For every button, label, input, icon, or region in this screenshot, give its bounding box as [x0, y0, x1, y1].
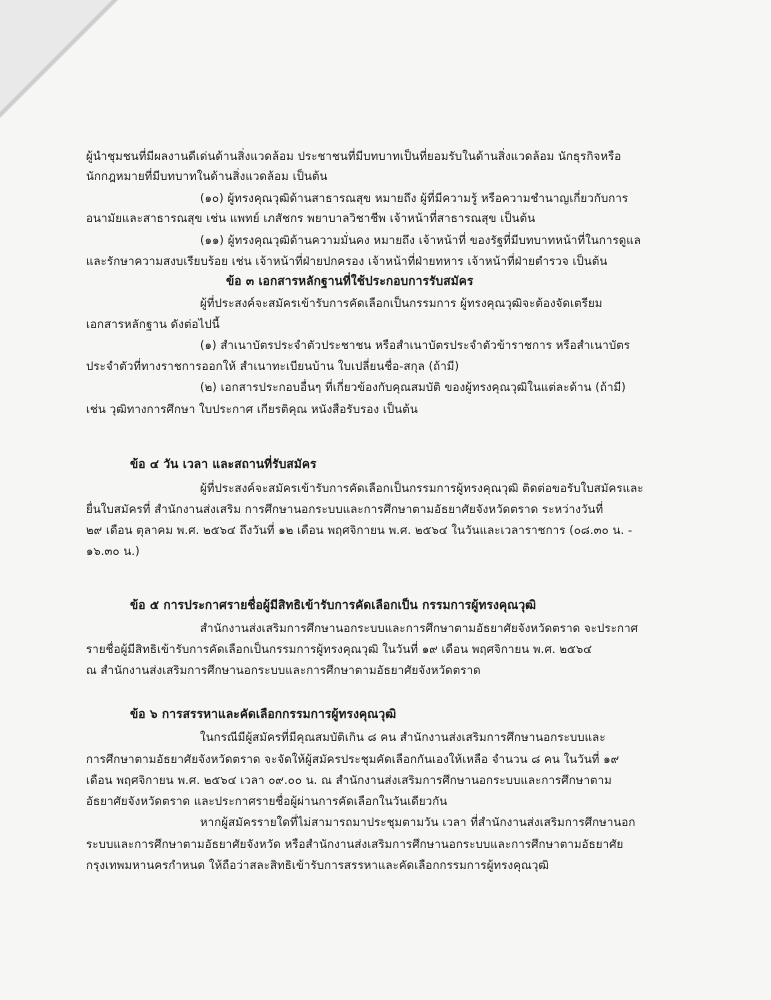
body-line: เอกสารหลักฐาน ดังต่อไปนี้ — [86, 317, 220, 331]
body-line: ระบบและการศึกษาตามอัธยาศัยจังหวัด หรือสำนักงานส่งเสริมการศึกษานอกระบบและการศึกษาตามอัธยาศัย — [86, 837, 624, 851]
body-line: ณ สำนักงานส่งเสริมการศึกษานอกระบบและการศึกษาตามอัธยาศัยจังหวัดตราด — [86, 663, 481, 677]
body-line: ๒๙ เดือน ตุลาคม พ.ศ. ๒๕๖๔ ถึงวันที่ ๑๒ เดือน พฤศจิกายน พ.ศ. ๒๕๖๔ ในวันและเวลาราชการ (๐๘.๓๐ น. - — [86, 523, 633, 537]
body-line: และรักษาความสงบเรียบร้อย เช่น เจ้าหน้าที่ฝ่ายปกครอง เจ้าหน้าที่ฝ่ายทหาร เจ้าหน้าที่ฝ่ายตำรวจ เป็นต้น — [86, 254, 608, 268]
section-heading-5: ข้อ ๕ การประกาศรายชื่อผู้มีสิทธิเข้ารับการคัดเลือกเป็น กรรมการผู้ทรงคุณวุฒิ — [130, 598, 537, 612]
body-line: ผู้ที่ประสงค์จะสมัครเข้ารับการคัดเลือกเป็นกรรมการผู้ทรงคุณวุฒิ ติดต่อขอรับใบสมัครและ — [200, 481, 644, 495]
body-line: ผู้นำชุมชนที่มีผลงานดีเด่นด้านสิ่งแวดล้อม ประชาชนที่มีบทบาทเป็นที่ยอมรับในด้านสิ่งแวดล้อม นักธุรกิจหรือ — [86, 149, 622, 163]
body-line: เช่น วุฒิทางการศึกษา ใบประกาศ เกียรติคุณ หนังสือรับรอง เป็นต้น — [86, 402, 418, 416]
section-heading-3: ข้อ ๓ เอกสารหลักฐานที่ใช้ประกอบการรับสมัคร — [226, 274, 474, 288]
body-line: หากผู้สมัครรายใดที่ไม่สามารถมาประชุมตามวัน เวลา ที่สำนักงานส่งเสริมการศึกษานอก — [200, 815, 636, 829]
body-line: ในกรณีมีผู้สมัครที่มีคุณสมบัติเกิน ๘ คน สำนักงานส่งเสริมการศึกษานอกระบบและ — [200, 730, 606, 744]
body-line: ผู้ที่ประสงค์จะสมัครเข้ารับการคัดเลือกเป็นกรรมการ ผู้ทรงคุณวุฒิจะต้องจัดเตรียม — [200, 296, 603, 310]
body-line: ประจำตัวที่ทางราชการออกให้ สำเนาทะเบียนบ้าน ใบเปลี่ยนชื่อ-สกุล (ถ้ามี) — [86, 359, 460, 373]
body-line: (๑๑) ผู้ทรงคุณวุฒิด้านความมั่นคง หมายถึง เจ้าหน้าที่ ของรัฐที่มีบทบาทหน้าที่ในการดูแล — [200, 233, 641, 247]
body-line: กรุงเทพมหานครกำหนด ให้ถือว่าสละสิทธิเข้ารับการสรรหาและคัดเลือกกรรมการผู้ทรงคุณวุฒิ — [86, 858, 549, 872]
section-heading-4: ข้อ ๔ วัน เวลา และสถานที่รับสมัคร — [130, 457, 317, 471]
body-line: นักกฎหมายที่มีบทบาทในด้านสิ่งแวดล้อม เป็นต้น — [86, 169, 328, 183]
folded-corner-highlight — [0, 0, 112, 112]
body-line: การศึกษาตามอัธยาศัยจังหวัดตราด จะจัดให้ผู้สมัครประชุมคัดเลือกกันเองให้เหลือ จำนวน ๘ คน ในวันที่ ๑๙ — [86, 752, 620, 766]
section-heading-6: ข้อ ๖ การสรรหาและคัดเลือกกรรมการผู้ทรงคุณวุฒิ — [130, 707, 397, 721]
body-line: อัธยาศัยจังหวัดตราด และประกาศรายชื่อผู้ผ่านการคัดเลือกในวันเดียวกัน — [86, 794, 448, 808]
body-line: รายชื่อผู้มีสิทธิเข้ารับการคัดเลือกเป็นกรรมการผู้ทรงคุณวุฒิ ในวันที่ ๑๙ เดือน พฤศจิกายน พ.ศ. ๒๕๖๔ — [86, 642, 593, 656]
body-line: (๑) สำเนาบัตรประจำตัวประชาชน หรือสำเนาบัตรประจำตัวข้าราชการ หรือสำเนาบัตร — [200, 338, 631, 352]
body-line: อนามัยและสาธารณสุข เช่น แพทย์ เภสัชกร พยาบาลวิชาชีพ เจ้าหน้าที่สาธารณสุข เป็นต้น — [86, 211, 536, 225]
body-line: (๑๐) ผู้ทรงคุณวุฒิด้านสาธารณสุข หมายถึง ผู้ที่มีความรู้ หรือความชำนาญเกี่ยวกับการ — [200, 191, 629, 205]
body-line: (๒) เอกสารประกอบอื่นๆ ที่เกี่ยวข้องกับคุณสมบัติ ของผู้ทรงคุณวุฒิในแต่ละด้าน (ถ้ามี) — [200, 380, 626, 394]
body-line: สำนักงานส่งเสริมการศึกษานอกระบบและการศึกษาตามอัธยาศัยจังหวัดตราด จะประกาศ — [200, 621, 639, 635]
body-line: ๑๖.๓๐ น.) — [86, 544, 140, 558]
body-line: ยื่นใบสมัครที่ สำนักงานส่งเสริม การศึกษานอกระบบและการศึกษาตามอัธยาศัยจังหวัดตราด ระหว่างวันที่ — [86, 502, 604, 516]
body-line: เดือน พฤศจิกายน พ.ศ. ๒๕๖๔ เวลา ๐๙.๐๐ น. ณ สำนักงานส่งเสริมการศึกษานอกระบบและการศึกษาตาม — [86, 773, 612, 787]
